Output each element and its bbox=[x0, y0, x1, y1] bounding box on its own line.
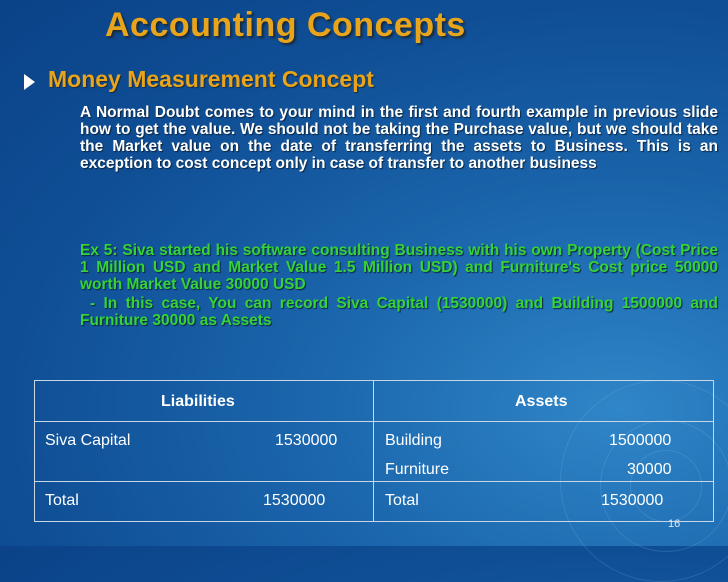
asset-value-building: 1500000 bbox=[609, 432, 672, 449]
liability-label: Siva Capital bbox=[45, 432, 131, 449]
liability-value: 1530000 bbox=[275, 432, 338, 449]
asset-label-building: Building bbox=[385, 432, 442, 449]
slide-title: Accounting Concepts bbox=[105, 6, 466, 44]
section-heading: Money Measurement Concept bbox=[48, 66, 374, 92]
total-liability-label: Total bbox=[45, 492, 79, 509]
note-text: - In this case, You can record Siva Capital (1530000) and Building 1500000 and Furniture 30000 as Assets bbox=[80, 295, 718, 329]
balance-sheet-table bbox=[34, 380, 714, 522]
page-number: 16 bbox=[668, 518, 681, 530]
example-paragraph: Ex 5: Siva started his software consulting Business with his own Property (Cost Price 1 Million USD and Market Value 1.5 Million USD) and Furniture's Cost price 50000 worth Market Value 30000 USD bbox=[80, 242, 718, 293]
asset-label-furniture: Furniture bbox=[385, 461, 450, 478]
header-liabilities: Liabilities bbox=[161, 393, 235, 410]
explanation-paragraph: A Normal Doubt comes to your mind in the first and fourth example in previous slide how to get the value. We should not be taking the Purchase value, but we should take the Market value on the date of transferring the assets to Business. This is an exception to cost concept only in case of transfer to another business bbox=[80, 104, 718, 172]
table-column-divider bbox=[373, 381, 374, 521]
bullet-arrow-icon bbox=[24, 74, 35, 90]
total-asset-value: 1530000 bbox=[601, 492, 664, 509]
header-assets: Assets bbox=[515, 393, 568, 410]
note-paragraph bbox=[80, 295, 718, 329]
total-asset-label: Total bbox=[385, 492, 419, 509]
table-row-divider bbox=[35, 481, 713, 482]
table-row-divider bbox=[35, 421, 713, 422]
asset-value-furniture: 30000 bbox=[627, 461, 672, 478]
total-liability-value: 1530000 bbox=[263, 492, 326, 509]
